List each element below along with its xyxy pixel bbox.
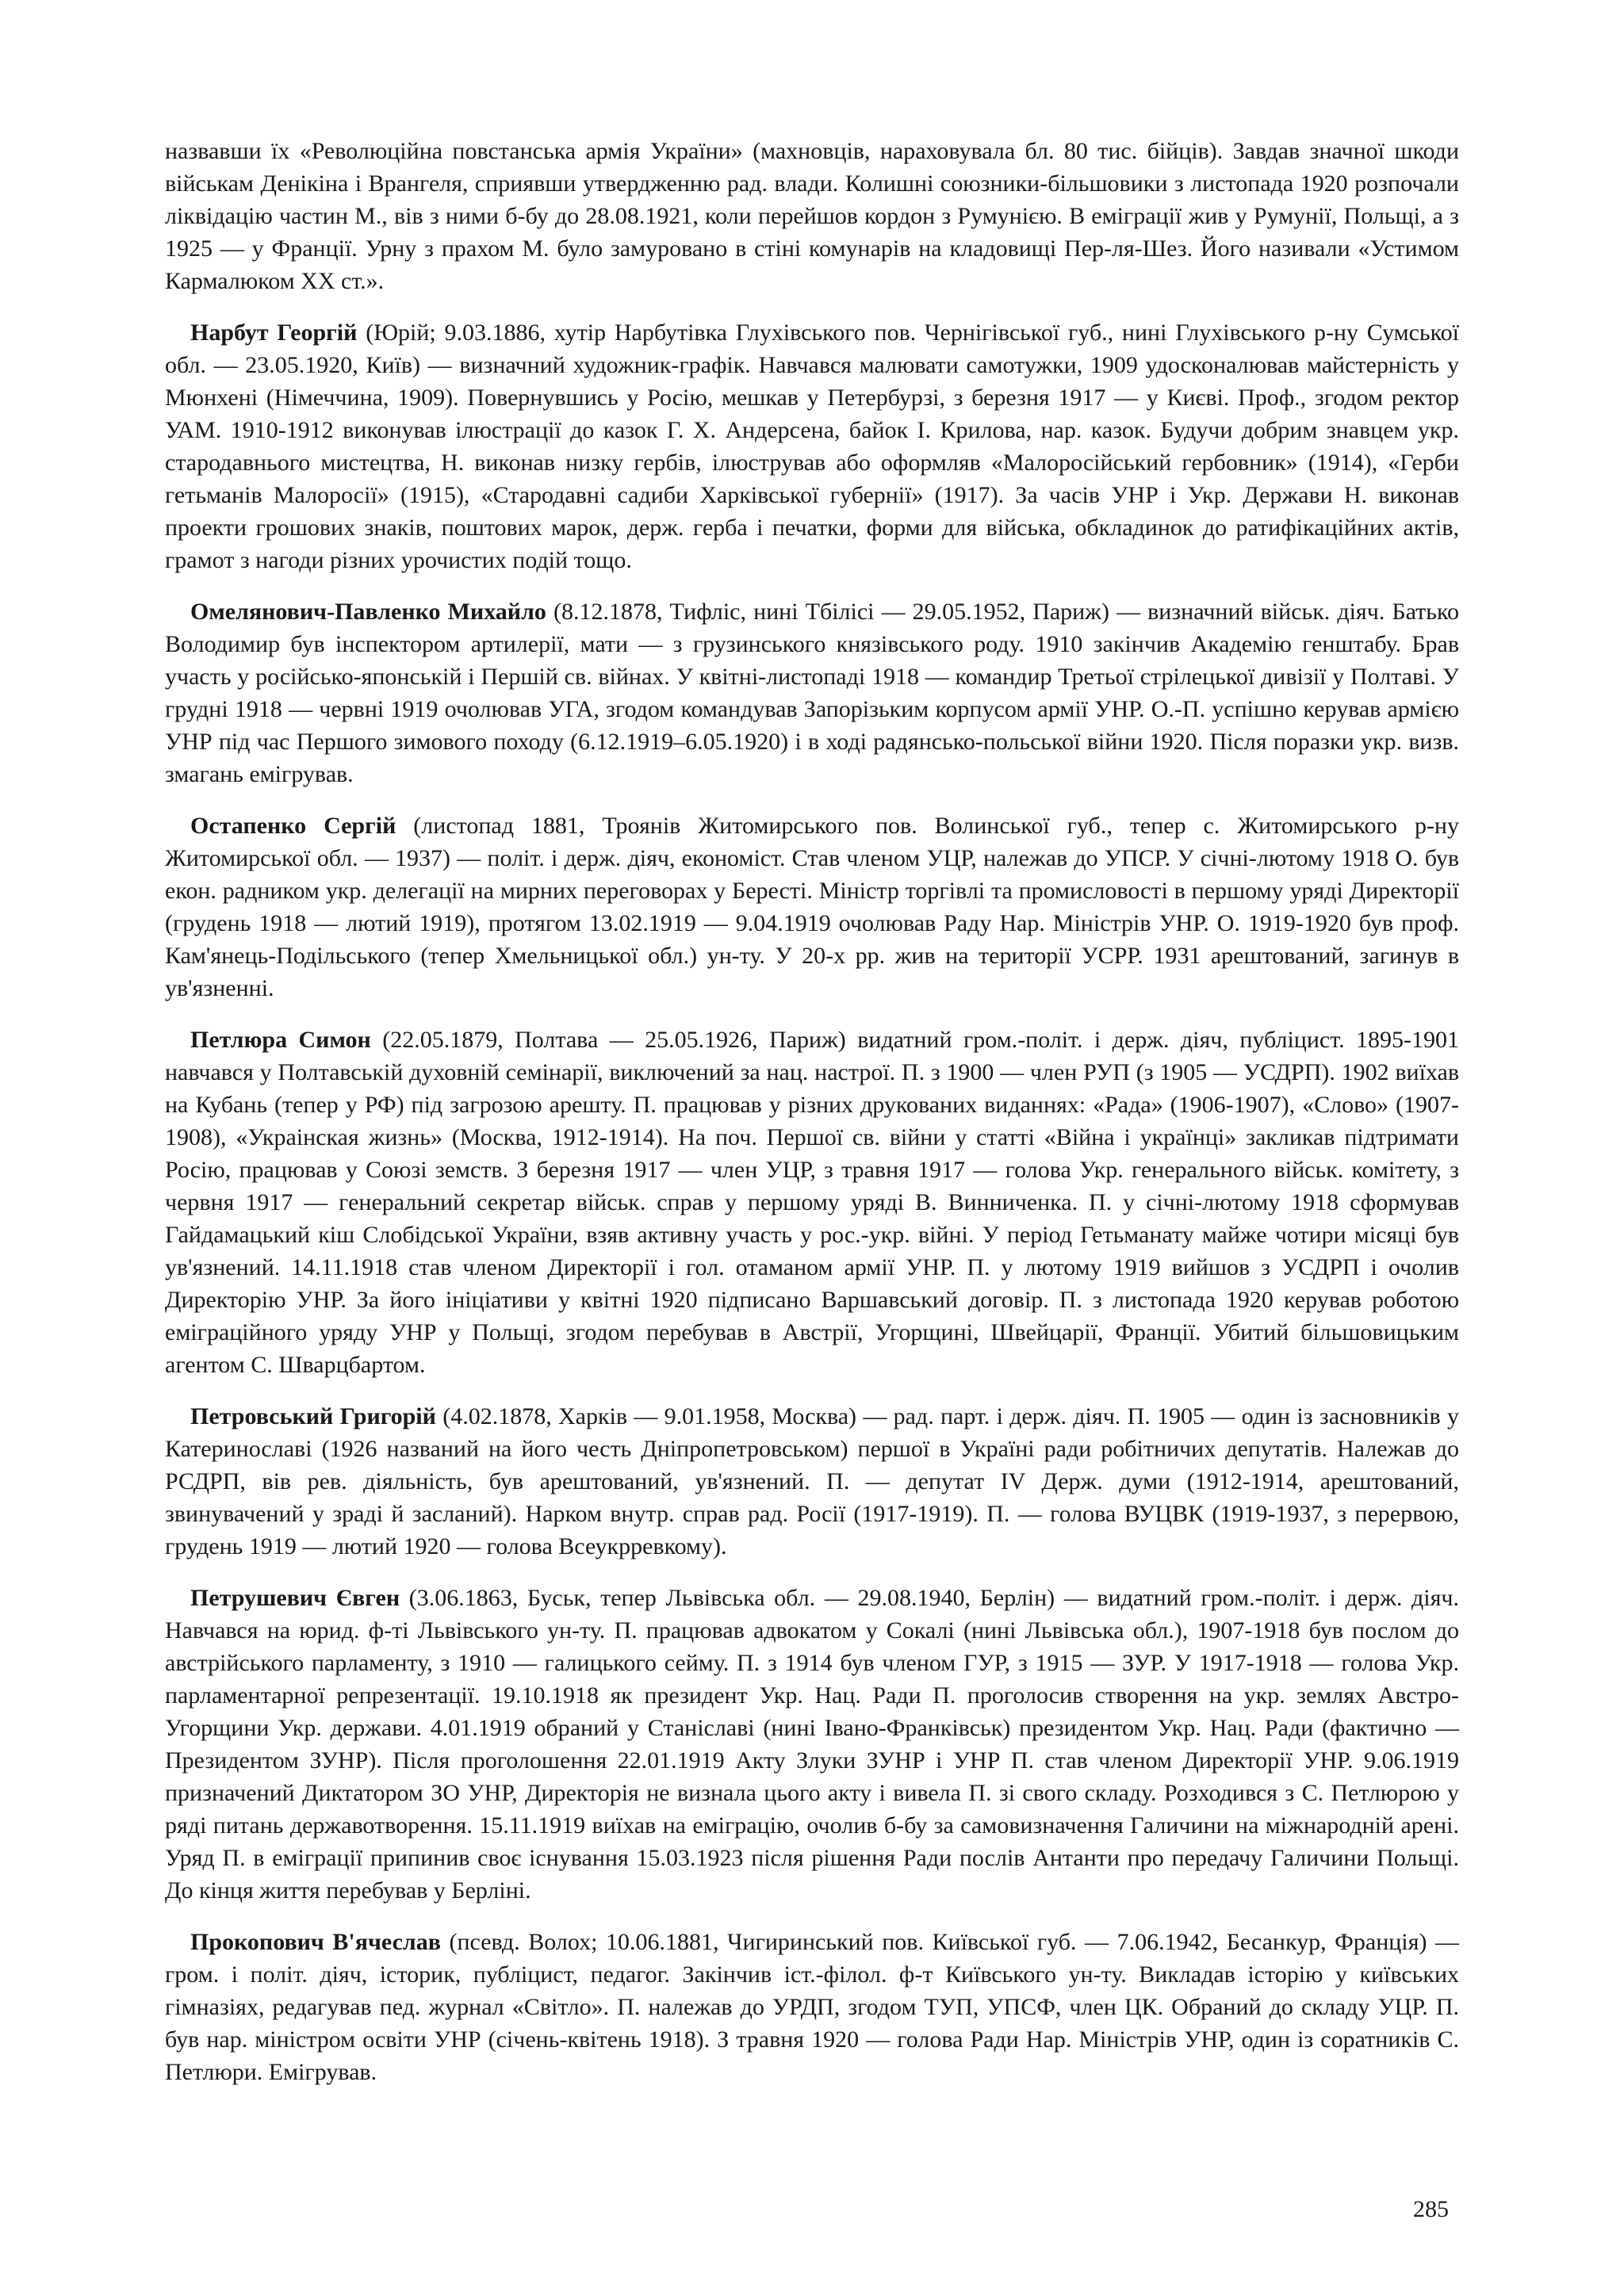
entry-prokopovych [165,1926,1459,2088]
entry-name: Остапенко Сергій [190,813,396,839]
page-number: 285 [1413,2196,1449,2222]
entry-narbut [165,316,1459,576]
entry-text: назвавши їх «Революційна повстанська армія України» (махновців, нараховувала бл. 80 тис. бійців). Завдав значної шкоди військам Денікіна і Врангеля, сприявши утвердженню рад. влади. Колишні союзники-більшовики з листопада 1920 розпочали ліквідацію частин М., вів з ними б-бу до 28.08.1921, коли перейшов кордон з Румунією. В еміграції жив у Румунії, Польщі, а з 1925 — у Франції. Урну з прахом М. було замуровано в стіні комунарів на кладовищі Пер-ля-Шез. Його називали «Устимом Кармалюком ХХ ст.». [165,138,1459,294]
entry-name: Нарбут Георгій [190,320,358,346]
entry-petrushevych [165,1582,1459,1907]
entry-text: (3.06.1863, Буськ, тепер Львівська обл. — 29.08.1940, Берлін) — видатний гром.-політ. і держ. діяч. Навчався на юрид. ф-ті Львівського ун-ту. П. працював адвокатом у Сокалі (нині Львівська обл.), 1907-1918 був послом до австрійського парламенту, з 1910 — галицького сейму. П. з 1914 був членом ГУР, з 1915 — ЗУР. У 1917-1918 — голова Укр. парламентарної репрезентації. 19.10.1918 як президент Укр. Нац. Ради П. проголосив створення на укр. землях Австро-Угорщини Укр. держави. 4.01.1919 обраний у Станіславі (нині Івано-Франківськ) президентом Укр. Нац. Ради (фактично — Президентом ЗУНР). Після проголошення 22.01.1919 Акту Злуки ЗУНР і УНР П. став членом Директорії УНР. 9.06.1919 призначений Диктатором ЗО УНР, Директорія не визнала цього акту і вивела П. зі свого складу. Розходився з С. Петлюрою у ряді питань державотворення. 15.11.1919 виїхав на еміграцію, очолив б-бу за самовизначення Галичини на міжнародній арені. Уряд П. в еміграції припинив своє існування 15.03.1923 після рішення Ради послів Антанти про передачу Галичини Польщі. До кінця життя перебував у Берліні. [165,1585,1459,1904]
entry-name: Петлюра Симон [190,1027,371,1053]
entry-name: Прокопович В'ячеслав [190,1929,441,1955]
entry-name: Петровський Григорій [190,1403,436,1429]
entry-petrovskyi [165,1400,1459,1563]
entry-ostapenko [165,809,1459,1004]
text-column [165,135,1459,2107]
entry-text: (псевд. Волох; 10.06.1881, Чигиринський пов. Київської губ. — 7.06.1942, Бесанкур, Франція) — гром. і політ. діяч, історик, публіцист, педагог. Закінчив іст.-філол. ф-т Київського ун-ту. Викладав історію у київських гімназіях, редагував пед. журнал «Світло». П. належав до УРДП, згодом ТУП, УПСФ, член ЦК. Обраний до складу УЦР. П. був нар. міністром освіти УНР (січень-квітень 1918). З травня 1920 — голова Ради Нар. Міністрів УНР, один із соратників С. Петлюри. Емігрував. [165,1929,1459,2085]
entry-text: (Юрій; 9.03.1886, хутір Нарбутівка Глухівського пов. Чернігівської губ., нині Глухівського р-ну Сумської обл. — 23.05.1920, Київ) — визначний художник-графік. Навчався малювати самотужки, 1909 удосконалював майстерність у Мюнхені (Німеччина, 1909). Повернувшись у Росію, мешкав у Петербурзі, з березня 1917 — у Києві. Проф., згодом ректор УАМ. 1910-1912 виконував ілюстрації до казок Г. Х. Андерсена, байок І. Крилова, нар. казок. Будучи добрим знавцем укр. стародавнього мистецтва, Н. виконав низку гербів, ілюстрував або оформляв «Малоросійський гербовник» (1914), «Герби гетьманів Малоросії» (1915), «Стародавні садиби Харківської губернії» (1917). За часів УНР і Укр. Держави Н. виконав проекти грошових знаків, поштових марок, держ. герба і печатки, форми для війська, обкладинок до ратифікаційних актів, грамот з нагоди різних урочистих подій тощо. [165,320,1459,573]
entry-text: (22.05.1879, Полтава — 25.05.1926, Париж) видатний гром.-політ. і держ. діяч, публіцист. 1895-1901 навчався у Полтавській духовній семінарії, виключений за нац. настрої. П. з 1900 — член РУП (з 1905 — УСДРП). 1902 виїхав на Кубань (тепер у РФ) під загрозою арешту. П. працював у різних друкованих виданнях: «Рада» (1906-1907), «Слово» (1907-1908), «Украінская жизнь» (Москва, 1912-1914). На поч. Першої св. війни у статті «Війна і українці» закликав підтримати Росію, працював у Союзі земств. З березня 1917 — член УЦР, з травня 1917 — голова Укр. генерального військ. комітету, з червня 1917 — генеральний секретар військ. справ у першому уряді В. Винниченка. П. у січні-лютому 1918 сформував Гайдамацький кіш Слобідської України, взяв активну участь у рос.-укр. війні. У період Гетьманату майже чотири місяці був ув'язнений. 14.11.1918 став членом Директорії і гол. отаманом армії УНР. П. у лютому 1919 вийшов з УСДРП і очолив Директорію УНР. За його ініціативи у квітні 1920 підписано Варшавський договір. П. з листопада 1920 керував роботою еміграційного уряду УНР у Польщі, згодом перебував в Австрії, Угорщині, Швейцарії, Франції. Убитий більшовицьким агентом С. Шварцбартом. [165,1027,1460,1378]
entry-text: (листопад 1881, Троянів Житомирського пов. Волинської губ., тепер с. Житомирського р-ну Житомирської обл. — 1937) — політ. і держ. діяч, економіст. Став членом УЦР, належав до УПСР. У січні-лютому 1918 О. був екон. радником укр. делегації на мирних переговорах у Бересті. Міністр торгівлі та промисловості в першому уряді Директорії (грудень 1918 — лютий 1919), протягом 13.02.1919 — 9.04.1919 очолював Раду Нар. Міністрів УНР. О. 1919-1920 був проф. Кам'янець-Подільського (тепер Хмельницької обл.) ун-ту. У 20-х рр. жив на території УСРР. 1931 арештований, загинув в ув'язненні. [165,813,1459,1001]
entry-text: (4.02.1878, Харків — 9.01.1958, Москва) — рад. парт. і держ. діяч. П. 1905 — один із засновників у Катеринославі (1926 названий на його честь Дніпропетровськом) першої в Україні ради робітничих депутатів. Належав до РСДРП, вів рев. діяльність, був арештований, ув'язнений. П. — депутат IV Держ. думи (1912-1914, арештований, звинувачений у зраді й засланий). Нарком внутр. справ рад. Росії (1917-1919). П. — голова ВУЦВК (1919-1937, з перервою, грудень 1919 — лютий 1920 — голова Всеукрревкому). [165,1403,1460,1559]
entry-text: (8.12.1878, Тифліс, нині Тбілісі — 29.05.1952, Париж) — визначний військ. діяч. Батько Володимир був інспектором артилерії, мати — з грузинського князівського роду. 1910 закінчив Академію генштабу. Брав участь у російсько-японській і Першій св. війнах. У квітні-листопаді 1918 — командир Третьої стрілецької дивізії у Полтаві. У грудні 1918 — червні 1919 очолював УГА, згодом командував Запорізьким корпусом армії УНР. О.-П. успішно керував армією УНР під час Першого зимового походу (6.12.1919–6.05.1920) і в ході радянсько-польської війни 1920. Після поразки укр. визв. змагань емігрував. [165,599,1459,787]
entry-makhno-continuation [165,135,1459,297]
entry-petliura [165,1024,1459,1381]
entry-omelianovych-pavlenko [165,595,1459,790]
entry-name: Омелянович-Павленко Михайло [190,599,546,625]
entry-name: Петрушевич Євген [190,1585,400,1611]
